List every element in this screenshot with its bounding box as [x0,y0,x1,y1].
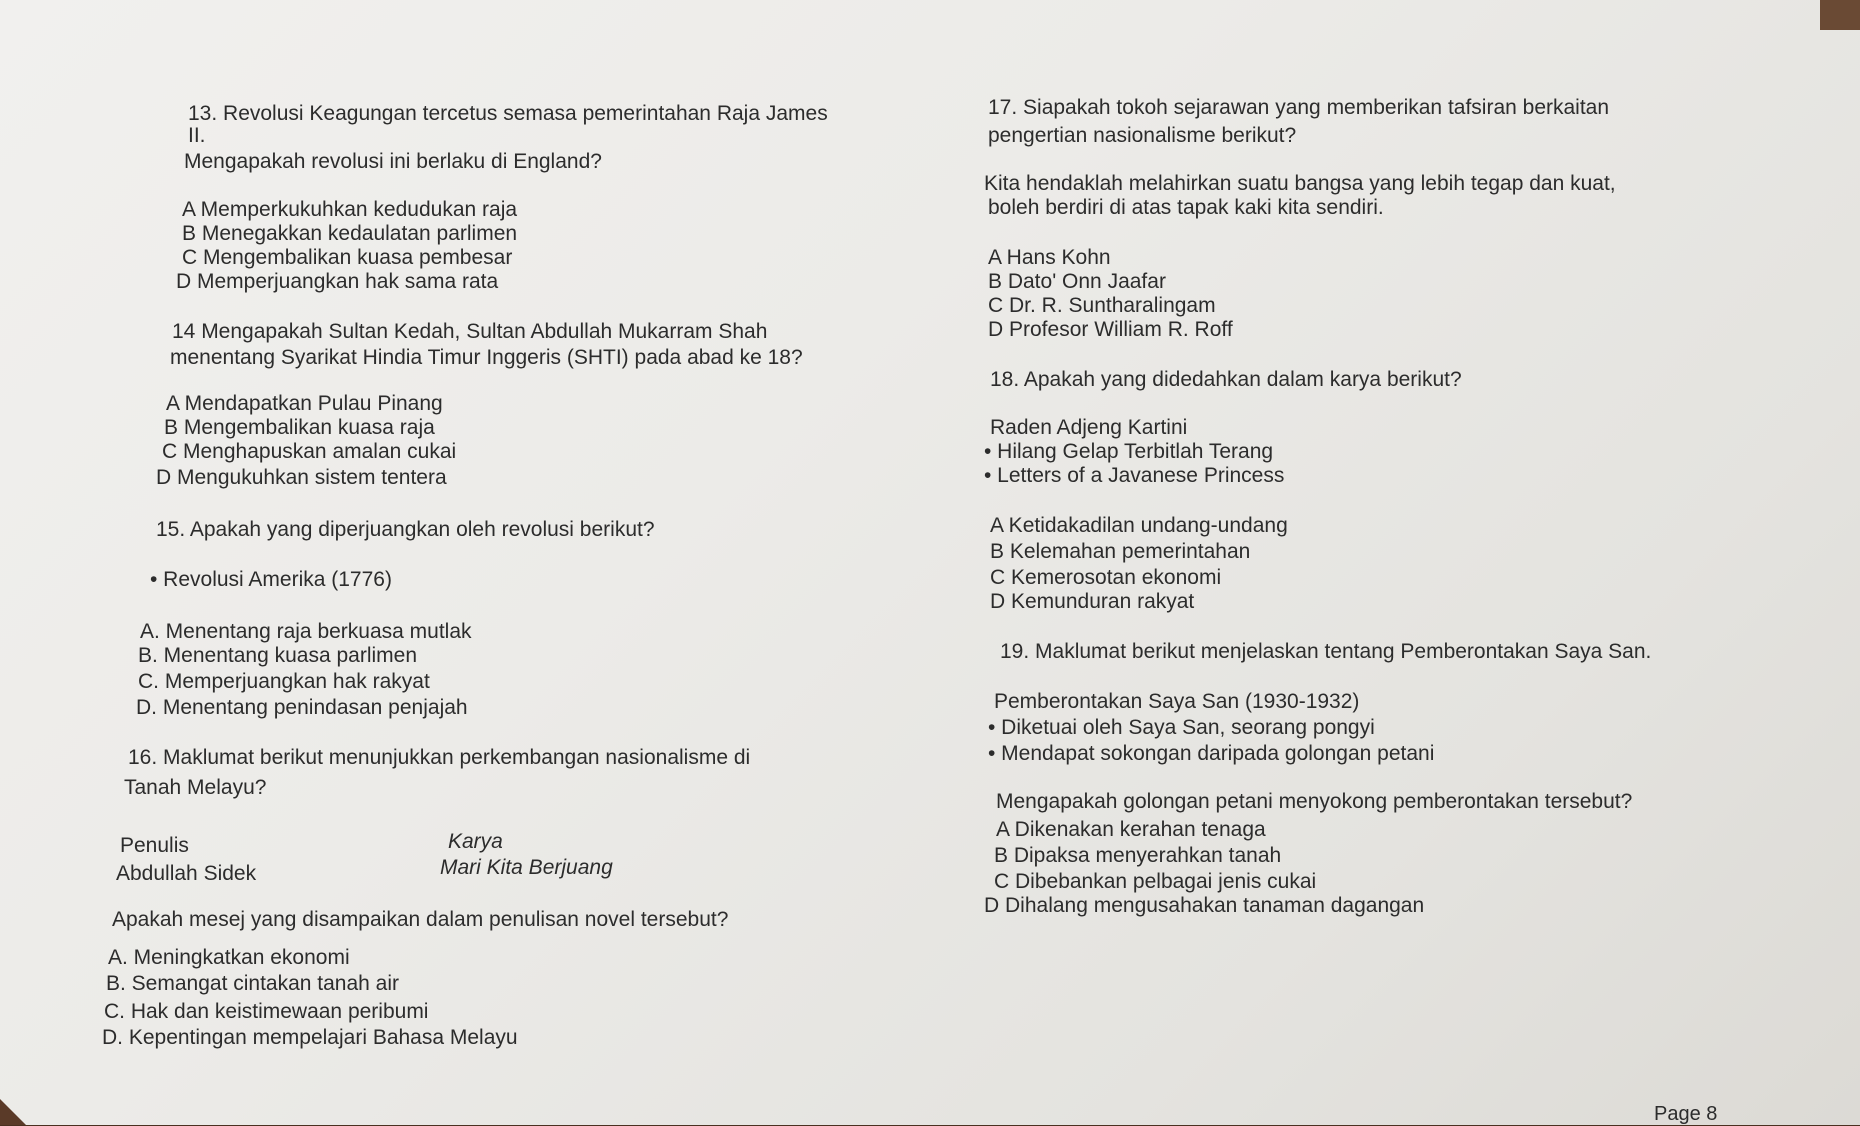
q15-option-d: D. Menentang penindasan penjajah [136,696,468,719]
q19-option-c: C Dibebankan pelbagai jenis cukai [994,870,1317,893]
q14-option-a: A Mendapatkan Pulau Pinang [166,392,443,415]
q15-option-b: B. Menentang kuasa parlimen [138,644,417,667]
q13-stem-line1: 13. Revolusi Keagungan tercetus semasa pemerintahan Raja James [188,102,828,125]
q13-option-a: A Memperkukuhkan kedudukan raja [182,198,518,221]
q19-stem: 19. Maklumat berikut menjelaskan tentang Pemberontakan Saya San. [1000,640,1652,663]
q18-option-b: B Kelemahan pemerintahan [990,540,1251,563]
q17-quote-line1: Kita hendaklah melahirkan suatu bangsa yang lebih tegap dan kuat, [984,172,1616,195]
q18-option-c: C Kemerosotan ekonomi [990,566,1222,589]
q17-option-a: A Hans Kohn [988,246,1111,269]
q17-option-d: D Profesor William R. Roff [988,318,1233,341]
q18-option-a: A Ketidakadilan undang-undang [990,514,1288,537]
page-number: Page 8 [1654,1103,1718,1125]
q16-author: Abdullah Sidek [116,862,257,885]
q13-option-b: B Menegakkan kedaulatan parlimen [182,222,518,245]
q19-option-d: D Dihalang mengusahakan tanaman dagangan [984,894,1425,917]
q14-option-c: C Menghapuskan amalan cukai [162,440,457,463]
table-edge-corner-left [0,1099,26,1125]
q17-stem-line2: pengertian nasionalisme berikut? [988,124,1297,147]
q13-option-c: C Mengembalikan kuasa pembesar [182,246,513,269]
q15-bullet: • Revolusi Amerika (1776) [150,568,392,591]
q14-option-d: D Mengukuhkan sistem tentera [156,466,447,489]
q14-stem-line2: menentang Syarikat Hindia Timur Inggeris (SHTI) pada abad ke 18? [170,346,803,369]
q16-header-work: Karya [448,830,503,853]
q13-option-d: D Memperjuangkan hak sama rata [176,270,499,293]
q18-option-d: D Kemunduran rakyat [990,590,1195,613]
q19-title: Pemberontakan Saya San (1930-1932) [994,690,1360,713]
q14-option-b: B Mengembalikan kuasa raja [164,416,435,439]
q17-stem-line1: 17. Siapakah tokoh sejarawan yang memberikan tafsiran berkaitan [988,96,1610,119]
q16-question: Apakah mesej yang disampaikan dalam penulisan novel tersebut? [112,908,729,931]
q16-stem-line2: Tanah Melayu? [124,776,267,799]
q18-stem: 18. Apakah yang didedahkan dalam karya berikut? [990,368,1462,391]
q15-stem: 15. Apakah yang diperjuangkan oleh revolusi berikut? [156,518,655,541]
q18-name: Raden Adjeng Kartini [990,416,1188,439]
q16-stem-line1: 16. Maklumat berikut menunjukkan perkembangan nasionalisme di [128,746,751,769]
q19-bullet-2: • Mendapat sokongan daripada golongan petani [988,742,1435,765]
q17-option-c: C Dr. R. Suntharalingam [988,294,1216,317]
table-edge-corner [1820,0,1860,30]
q19-question: Mengapakah golongan petani menyokong pemberontakan tersebut? [996,790,1633,813]
q15-option-a: A. Menentang raja berkuasa mutlak [140,620,472,643]
q17-option-b: B Dato' Onn Jaafar [988,270,1166,293]
q18-bullet-2: • Letters of a Javanese Princess [984,464,1285,487]
q16-option-b: B. Semangat cintakan tanah air [106,972,400,995]
q16-option-a: A. Meningkatkan ekonomi [108,946,350,969]
q13-question: Mengapakah revolusi ini berlaku di England? [184,150,602,173]
q14-stem-line1: 14 Mengapakah Sultan Kedah, Sultan Abdullah Mukarram Shah [172,320,768,343]
q16-option-c: C. Hak dan keistimewaan peribumi [104,1000,429,1023]
q19-option-b: B Dipaksa menyerahkan tanah [994,844,1282,867]
q16-option-d: D. Kepentingan mempelajari Bahasa Melayu [102,1026,518,1049]
q15-option-c: C. Memperjuangkan hak rakyat [138,670,430,693]
q18-bullet-1: • Hilang Gelap Terbitlah Terang [984,440,1274,463]
q19-option-a: A Dikenakan kerahan tenaga [996,818,1266,841]
q13-stem-line2: II. [188,124,206,147]
q19-bullet-1: • Diketuai oleh Saya San, seorang pongyi [988,716,1375,739]
q16-work: Mari Kita Berjuang [440,856,613,879]
q16-header-author: Penulis [120,834,189,857]
q17-quote-line2: boleh berdiri di atas tapak kaki kita sendiri. [988,196,1384,219]
